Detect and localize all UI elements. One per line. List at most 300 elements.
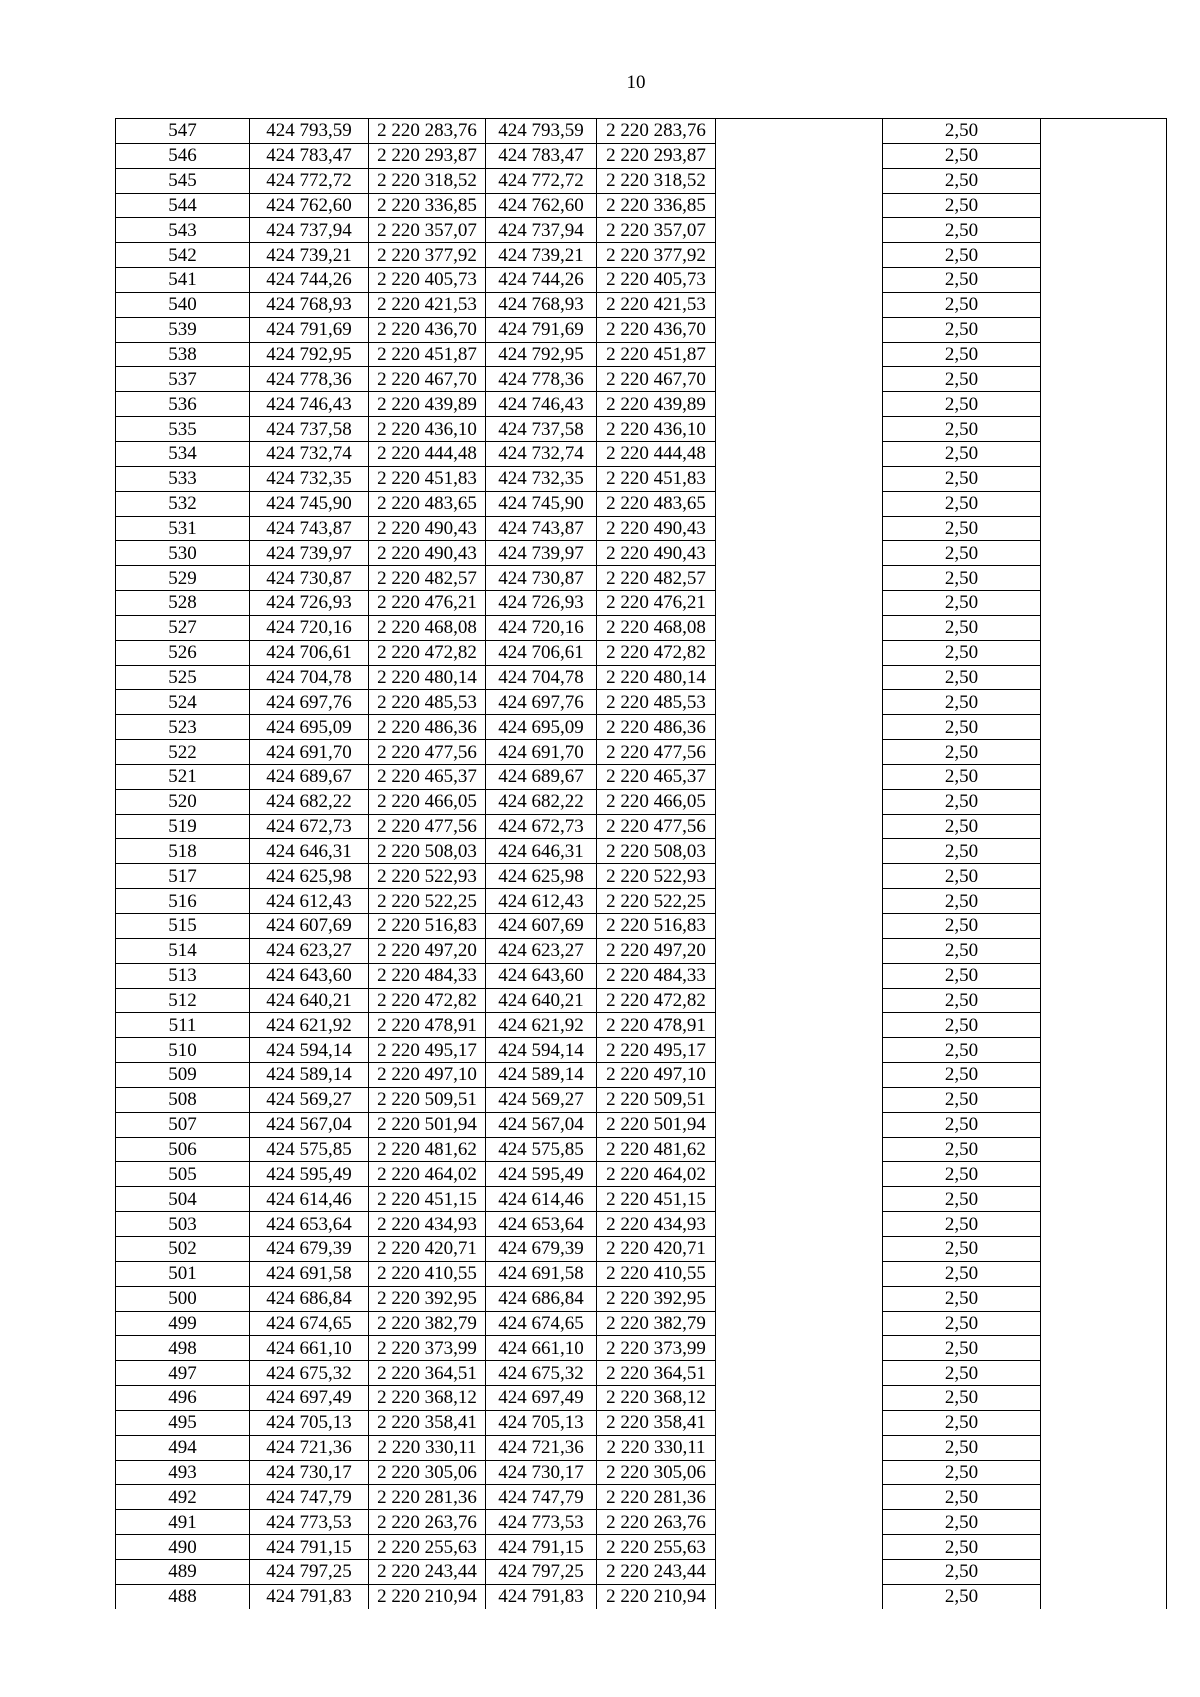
cell-empty-column-last <box>1041 914 1167 939</box>
cell-x-coordinate-new: 424 730,87 <box>486 566 597 591</box>
cell-y-coordinate-new: 2 220 283,76 <box>597 119 716 144</box>
cell-y-coordinate-new: 2 220 382,79 <box>597 1311 716 1336</box>
cell-x-coordinate: 424 773,53 <box>250 1510 369 1535</box>
cell-x-coordinate-new: 424 646,31 <box>486 839 597 864</box>
cell-y-coordinate: 2 220 420,71 <box>369 1236 486 1261</box>
cell-point-number: 543 <box>116 218 250 243</box>
cell-empty-column-last <box>1041 1485 1167 1510</box>
cell-x-coordinate-new: 424 614,46 <box>486 1187 597 1212</box>
cell-x-coordinate-new: 424 594,14 <box>486 1038 597 1063</box>
cell-point-number: 545 <box>116 168 250 193</box>
cell-point-number: 541 <box>116 268 250 293</box>
cell-y-coordinate: 2 220 490,43 <box>369 516 486 541</box>
cell-x-coordinate-new: 424 704,78 <box>486 665 597 690</box>
cell-empty-column-last <box>1041 1013 1167 1038</box>
cell-empty-column <box>716 541 883 566</box>
cell-x-coordinate: 424 732,35 <box>250 466 369 491</box>
cell-tolerance: 2,50 <box>883 1261 1041 1286</box>
cell-y-coordinate: 2 220 497,20 <box>369 938 486 963</box>
cell-point-number: 488 <box>116 1584 250 1608</box>
cell-x-coordinate: 424 679,39 <box>250 1236 369 1261</box>
table-row <box>116 1584 1167 1608</box>
cell-point-number: 516 <box>116 889 250 914</box>
cell-empty-column <box>716 715 883 740</box>
cell-y-coordinate-new: 2 220 377,92 <box>597 243 716 268</box>
cell-point-number: 496 <box>116 1386 250 1411</box>
cell-point-number: 536 <box>116 392 250 417</box>
cell-empty-column-last <box>1041 1386 1167 1411</box>
cell-tolerance: 2,50 <box>883 889 1041 914</box>
cell-empty-column <box>716 566 883 591</box>
cell-empty-column-last <box>1041 119 1167 144</box>
cell-empty-column <box>716 690 883 715</box>
cell-y-coordinate: 2 220 210,94 <box>369 1584 486 1608</box>
cell-point-number: 507 <box>116 1112 250 1137</box>
table-row <box>116 292 1167 317</box>
cell-y-coordinate-new: 2 220 436,70 <box>597 317 716 342</box>
cell-x-coordinate: 424 704,78 <box>250 665 369 690</box>
cell-empty-column-last <box>1041 143 1167 168</box>
cell-y-coordinate: 2 220 522,25 <box>369 889 486 914</box>
cell-y-coordinate: 2 220 522,93 <box>369 864 486 889</box>
cell-empty-column-last <box>1041 292 1167 317</box>
cell-y-coordinate: 2 220 410,55 <box>369 1261 486 1286</box>
cell-empty-column-last <box>1041 690 1167 715</box>
cell-x-coordinate-new: 424 797,25 <box>486 1559 597 1584</box>
cell-x-coordinate-new: 424 791,15 <box>486 1535 597 1560</box>
cell-empty-column-last <box>1041 1435 1167 1460</box>
cell-empty-column-last <box>1041 1087 1167 1112</box>
cell-y-coordinate: 2 220 405,73 <box>369 268 486 293</box>
cell-x-coordinate-new: 424 730,17 <box>486 1460 597 1485</box>
cell-x-coordinate-new: 424 691,70 <box>486 740 597 765</box>
cell-tolerance: 2,50 <box>883 243 1041 268</box>
cell-y-coordinate: 2 220 486,36 <box>369 715 486 740</box>
cell-y-coordinate: 2 220 382,79 <box>369 1311 486 1336</box>
cell-x-coordinate-new: 424 705,13 <box>486 1410 597 1435</box>
cell-y-coordinate-new: 2 220 497,20 <box>597 938 716 963</box>
cell-point-number: 547 <box>116 119 250 144</box>
cell-empty-column <box>716 1162 883 1187</box>
cell-point-number: 508 <box>116 1087 250 1112</box>
page-number: 10 <box>626 72 646 93</box>
cell-empty-column-last <box>1041 1336 1167 1361</box>
cell-empty-column-last <box>1041 591 1167 616</box>
cell-x-coordinate-new: 424 679,39 <box>486 1236 597 1261</box>
cell-x-coordinate: 424 674,65 <box>250 1311 369 1336</box>
table-row <box>116 1286 1167 1311</box>
cell-empty-column <box>716 1013 883 1038</box>
cell-x-coordinate-new: 424 768,93 <box>486 292 597 317</box>
cell-point-number: 502 <box>116 1236 250 1261</box>
table-row <box>116 1063 1167 1088</box>
cell-tolerance: 2,50 <box>883 740 1041 765</box>
cell-empty-column-last <box>1041 268 1167 293</box>
cell-empty-column <box>716 814 883 839</box>
table-row <box>116 1236 1167 1261</box>
cell-empty-column-last <box>1041 367 1167 392</box>
cell-x-coordinate-new: 424 745,90 <box>486 491 597 516</box>
cell-tolerance: 2,50 <box>883 1510 1041 1535</box>
cell-empty-column-last <box>1041 615 1167 640</box>
cell-point-number: 518 <box>116 839 250 864</box>
cell-empty-column-last <box>1041 516 1167 541</box>
cell-x-coordinate: 424 732,74 <box>250 441 369 466</box>
cell-tolerance: 2,50 <box>883 789 1041 814</box>
cell-x-coordinate: 424 623,27 <box>250 938 369 963</box>
cell-y-coordinate-new: 2 220 484,33 <box>597 963 716 988</box>
cell-tolerance: 2,50 <box>883 168 1041 193</box>
cell-y-coordinate-new: 2 220 434,93 <box>597 1212 716 1237</box>
cell-y-coordinate: 2 220 484,33 <box>369 963 486 988</box>
cell-y-coordinate: 2 220 358,41 <box>369 1410 486 1435</box>
cell-y-coordinate: 2 220 451,87 <box>369 342 486 367</box>
cell-empty-column-last <box>1041 988 1167 1013</box>
cell-empty-column-last <box>1041 466 1167 491</box>
table-row <box>116 1386 1167 1411</box>
cell-empty-column-last <box>1041 864 1167 889</box>
cell-y-coordinate: 2 220 476,21 <box>369 591 486 616</box>
cell-tolerance: 2,50 <box>883 441 1041 466</box>
cell-y-coordinate: 2 220 364,51 <box>369 1361 486 1386</box>
cell-tolerance: 2,50 <box>883 938 1041 963</box>
table-row <box>116 1485 1167 1510</box>
cell-y-coordinate-new: 2 220 357,07 <box>597 218 716 243</box>
cell-point-number: 489 <box>116 1559 250 1584</box>
cell-x-coordinate-new: 424 689,67 <box>486 764 597 789</box>
table-row <box>116 640 1167 665</box>
table-row <box>116 1535 1167 1560</box>
cell-y-coordinate: 2 220 467,70 <box>369 367 486 392</box>
cell-empty-column-last <box>1041 218 1167 243</box>
cell-tolerance: 2,50 <box>883 1386 1041 1411</box>
cell-y-coordinate: 2 220 283,76 <box>369 119 486 144</box>
cell-empty-column <box>716 789 883 814</box>
cell-y-coordinate: 2 220 436,10 <box>369 417 486 442</box>
cell-y-coordinate-new: 2 220 263,76 <box>597 1510 716 1535</box>
cell-y-coordinate-new: 2 220 451,87 <box>597 342 716 367</box>
cell-x-coordinate: 424 706,61 <box>250 640 369 665</box>
cell-empty-column <box>716 1361 883 1386</box>
cell-y-coordinate: 2 220 357,07 <box>369 218 486 243</box>
cell-empty-column-last <box>1041 1559 1167 1584</box>
cell-point-number: 515 <box>116 914 250 939</box>
cell-tolerance: 2,50 <box>883 1212 1041 1237</box>
cell-x-coordinate: 424 745,90 <box>250 491 369 516</box>
cell-x-coordinate: 424 726,93 <box>250 591 369 616</box>
cell-empty-column <box>716 1485 883 1510</box>
cell-empty-column-last <box>1041 963 1167 988</box>
cell-empty-column <box>716 1410 883 1435</box>
table-row <box>116 839 1167 864</box>
cell-y-coordinate-new: 2 220 436,10 <box>597 417 716 442</box>
table-row <box>116 1162 1167 1187</box>
cell-x-coordinate-new: 424 661,10 <box>486 1336 597 1361</box>
cell-x-coordinate-new: 424 674,65 <box>486 1311 597 1336</box>
cell-empty-column <box>716 392 883 417</box>
cell-empty-column <box>716 1559 883 1584</box>
cell-point-number: 525 <box>116 665 250 690</box>
cell-y-coordinate: 2 220 255,63 <box>369 1535 486 1560</box>
table-row <box>116 516 1167 541</box>
cell-y-coordinate-new: 2 220 522,25 <box>597 889 716 914</box>
cell-point-number: 544 <box>116 193 250 218</box>
cell-y-coordinate-new: 2 220 330,11 <box>597 1435 716 1460</box>
cell-empty-column <box>716 591 883 616</box>
cell-y-coordinate-new: 2 220 439,89 <box>597 392 716 417</box>
cell-tolerance: 2,50 <box>883 1559 1041 1584</box>
cell-empty-column <box>716 417 883 442</box>
cell-y-coordinate-new: 2 220 305,06 <box>597 1460 716 1485</box>
cell-y-coordinate: 2 220 477,56 <box>369 740 486 765</box>
cell-tolerance: 2,50 <box>883 1460 1041 1485</box>
cell-empty-column <box>716 740 883 765</box>
table-row <box>116 1311 1167 1336</box>
cell-empty-column <box>716 1187 883 1212</box>
cell-y-coordinate-new: 2 220 466,05 <box>597 789 716 814</box>
cell-y-coordinate: 2 220 509,51 <box>369 1087 486 1112</box>
cell-tolerance: 2,50 <box>883 640 1041 665</box>
cell-y-coordinate: 2 220 434,93 <box>369 1212 486 1237</box>
cell-empty-column-last <box>1041 1038 1167 1063</box>
cell-y-coordinate-new: 2 220 480,14 <box>597 665 716 690</box>
cell-point-number: 546 <box>116 143 250 168</box>
cell-empty-column-last <box>1041 243 1167 268</box>
cell-tolerance: 2,50 <box>883 566 1041 591</box>
cell-point-number: 522 <box>116 740 250 765</box>
cell-tolerance: 2,50 <box>883 392 1041 417</box>
table-row <box>116 1261 1167 1286</box>
cell-x-coordinate-new: 424 569,27 <box>486 1087 597 1112</box>
cell-tolerance: 2,50 <box>883 1112 1041 1137</box>
cell-empty-column <box>716 317 883 342</box>
table-row <box>116 764 1167 789</box>
cell-point-number: 503 <box>116 1212 250 1237</box>
cell-y-coordinate-new: 2 220 358,41 <box>597 1410 716 1435</box>
cell-x-coordinate-new: 424 739,21 <box>486 243 597 268</box>
cell-x-coordinate: 424 575,85 <box>250 1137 369 1162</box>
cell-x-coordinate-new: 424 737,58 <box>486 417 597 442</box>
cell-tolerance: 2,50 <box>883 988 1041 1013</box>
cell-x-coordinate: 424 695,09 <box>250 715 369 740</box>
cell-y-coordinate-new: 2 220 392,95 <box>597 1286 716 1311</box>
cell-x-coordinate-new: 424 720,16 <box>486 615 597 640</box>
cell-x-coordinate: 424 797,25 <box>250 1559 369 1584</box>
cell-x-coordinate-new: 424 686,84 <box>486 1286 597 1311</box>
cell-y-coordinate: 2 220 305,06 <box>369 1460 486 1485</box>
table-row <box>116 1435 1167 1460</box>
cell-tolerance: 2,50 <box>883 591 1041 616</box>
cell-empty-column <box>716 342 883 367</box>
cell-empty-column-last <box>1041 1212 1167 1237</box>
cell-x-coordinate-new: 424 567,04 <box>486 1112 597 1137</box>
cell-empty-column-last <box>1041 1584 1167 1608</box>
cell-y-coordinate: 2 220 263,76 <box>369 1510 486 1535</box>
cell-x-coordinate-new: 424 682,22 <box>486 789 597 814</box>
cell-x-coordinate-new: 424 695,09 <box>486 715 597 740</box>
cell-y-coordinate: 2 220 421,53 <box>369 292 486 317</box>
cell-point-number: 514 <box>116 938 250 963</box>
cell-x-coordinate-new: 424 589,14 <box>486 1063 597 1088</box>
cell-y-coordinate-new: 2 220 420,71 <box>597 1236 716 1261</box>
cell-x-coordinate-new: 424 643,60 <box>486 963 597 988</box>
cell-point-number: 494 <box>116 1435 250 1460</box>
cell-y-coordinate-new: 2 220 508,03 <box>597 839 716 864</box>
cell-empty-column <box>716 1137 883 1162</box>
table-row <box>116 1038 1167 1063</box>
cell-point-number: 493 <box>116 1460 250 1485</box>
cell-y-coordinate-new: 2 220 410,55 <box>597 1261 716 1286</box>
cell-empty-column <box>716 1286 883 1311</box>
cell-y-coordinate: 2 220 485,53 <box>369 690 486 715</box>
cell-x-coordinate-new: 424 773,53 <box>486 1510 597 1535</box>
cell-point-number: 511 <box>116 1013 250 1038</box>
table-row <box>116 441 1167 466</box>
cell-y-coordinate-new: 2 220 451,15 <box>597 1187 716 1212</box>
cell-tolerance: 2,50 <box>883 417 1041 442</box>
cell-point-number: 499 <box>116 1311 250 1336</box>
cell-empty-column-last <box>1041 715 1167 740</box>
cell-empty-column-last <box>1041 789 1167 814</box>
cell-tolerance: 2,50 <box>883 764 1041 789</box>
cell-empty-column-last <box>1041 1236 1167 1261</box>
table-row <box>116 1460 1167 1485</box>
cell-point-number: 540 <box>116 292 250 317</box>
cell-x-coordinate: 424 691,58 <box>250 1261 369 1286</box>
cell-x-coordinate-new: 424 623,27 <box>486 938 597 963</box>
cell-tolerance: 2,50 <box>883 516 1041 541</box>
cell-empty-column <box>716 839 883 864</box>
cell-empty-column <box>716 640 883 665</box>
cell-x-coordinate: 424 643,60 <box>250 963 369 988</box>
cell-empty-column <box>716 963 883 988</box>
cell-y-coordinate-new: 2 220 255,63 <box>597 1535 716 1560</box>
cell-y-coordinate: 2 220 451,83 <box>369 466 486 491</box>
cell-x-coordinate: 424 589,14 <box>250 1063 369 1088</box>
cell-point-number: 534 <box>116 441 250 466</box>
table-row <box>116 740 1167 765</box>
cell-tolerance: 2,50 <box>883 615 1041 640</box>
table-row <box>116 466 1167 491</box>
cell-point-number: 500 <box>116 1286 250 1311</box>
cell-tolerance: 2,50 <box>883 1410 1041 1435</box>
cell-y-coordinate: 2 220 465,37 <box>369 764 486 789</box>
cell-empty-column <box>716 1386 883 1411</box>
cell-tolerance: 2,50 <box>883 665 1041 690</box>
cell-point-number: 524 <box>116 690 250 715</box>
cell-empty-column <box>716 491 883 516</box>
cell-y-coordinate-new: 2 220 509,51 <box>597 1087 716 1112</box>
table-row <box>116 615 1167 640</box>
cell-x-coordinate: 424 567,04 <box>250 1112 369 1137</box>
table-row <box>116 119 1167 144</box>
cell-x-coordinate-new: 424 772,72 <box>486 168 597 193</box>
cell-tolerance: 2,50 <box>883 814 1041 839</box>
cell-tolerance: 2,50 <box>883 342 1041 367</box>
table-row <box>116 665 1167 690</box>
cell-empty-column <box>716 1063 883 1088</box>
cell-x-coordinate: 424 744,26 <box>250 268 369 293</box>
cell-empty-column <box>716 1435 883 1460</box>
cell-y-coordinate-new: 2 220 481,62 <box>597 1137 716 1162</box>
cell-y-coordinate-new: 2 220 210,94 <box>597 1584 716 1608</box>
table-row <box>116 591 1167 616</box>
cell-point-number: 527 <box>116 615 250 640</box>
cell-y-coordinate: 2 220 490,43 <box>369 541 486 566</box>
cell-y-coordinate-new: 2 220 516,83 <box>597 914 716 939</box>
cell-x-coordinate: 424 783,47 <box>250 143 369 168</box>
cell-y-coordinate-new: 2 220 472,82 <box>597 640 716 665</box>
cell-point-number: 531 <box>116 516 250 541</box>
cell-tolerance: 2,50 <box>883 1013 1041 1038</box>
cell-y-coordinate-new: 2 220 421,53 <box>597 292 716 317</box>
table-row <box>116 367 1167 392</box>
cell-tolerance: 2,50 <box>883 839 1041 864</box>
cell-point-number: 512 <box>116 988 250 1013</box>
cell-y-coordinate: 2 220 466,05 <box>369 789 486 814</box>
table-row <box>116 864 1167 889</box>
cell-point-number: 533 <box>116 466 250 491</box>
cell-y-coordinate-new: 2 220 364,51 <box>597 1361 716 1386</box>
table-row <box>116 1087 1167 1112</box>
cell-tolerance: 2,50 <box>883 1336 1041 1361</box>
cell-point-number: 501 <box>116 1261 250 1286</box>
cell-x-coordinate: 424 594,14 <box>250 1038 369 1063</box>
cell-y-coordinate-new: 2 220 464,02 <box>597 1162 716 1187</box>
cell-x-coordinate: 424 675,32 <box>250 1361 369 1386</box>
cell-x-coordinate: 424 705,13 <box>250 1410 369 1435</box>
cell-tolerance: 2,50 <box>883 715 1041 740</box>
cell-x-coordinate-new: 424 697,76 <box>486 690 597 715</box>
cell-tolerance: 2,50 <box>883 1162 1041 1187</box>
cell-x-coordinate-new: 424 612,43 <box>486 889 597 914</box>
cell-x-coordinate: 424 595,49 <box>250 1162 369 1187</box>
cell-x-coordinate: 424 661,10 <box>250 1336 369 1361</box>
cell-point-number: 519 <box>116 814 250 839</box>
cell-tolerance: 2,50 <box>883 143 1041 168</box>
cell-y-coordinate-new: 2 220 451,83 <box>597 466 716 491</box>
cell-x-coordinate: 424 791,69 <box>250 317 369 342</box>
cell-empty-column <box>716 988 883 1013</box>
cell-y-coordinate: 2 220 481,62 <box>369 1137 486 1162</box>
cell-empty-column-last <box>1041 665 1167 690</box>
table-row <box>116 392 1167 417</box>
cell-y-coordinate-new: 2 220 243,44 <box>597 1559 716 1584</box>
cell-empty-column <box>716 938 883 963</box>
cell-empty-column <box>716 143 883 168</box>
table-row <box>116 1212 1167 1237</box>
cell-point-number: 509 <box>116 1063 250 1088</box>
cell-y-coordinate: 2 220 472,82 <box>369 988 486 1013</box>
table-row <box>116 168 1167 193</box>
cell-point-number: 490 <box>116 1535 250 1560</box>
cell-empty-column-last <box>1041 839 1167 864</box>
cell-x-coordinate: 424 768,93 <box>250 292 369 317</box>
cell-point-number: 535 <box>116 417 250 442</box>
cell-y-coordinate: 2 220 436,70 <box>369 317 486 342</box>
coordinates-table <box>115 118 1167 1609</box>
table-row <box>116 491 1167 516</box>
cell-x-coordinate: 424 793,59 <box>250 119 369 144</box>
cell-tolerance: 2,50 <box>883 268 1041 293</box>
cell-tolerance: 2,50 <box>883 1187 1041 1212</box>
cell-empty-column <box>716 367 883 392</box>
cell-empty-column <box>716 1038 883 1063</box>
cell-y-coordinate: 2 220 281,36 <box>369 1485 486 1510</box>
cell-x-coordinate-new: 424 778,36 <box>486 367 597 392</box>
cell-empty-column <box>716 292 883 317</box>
cell-empty-column <box>716 764 883 789</box>
